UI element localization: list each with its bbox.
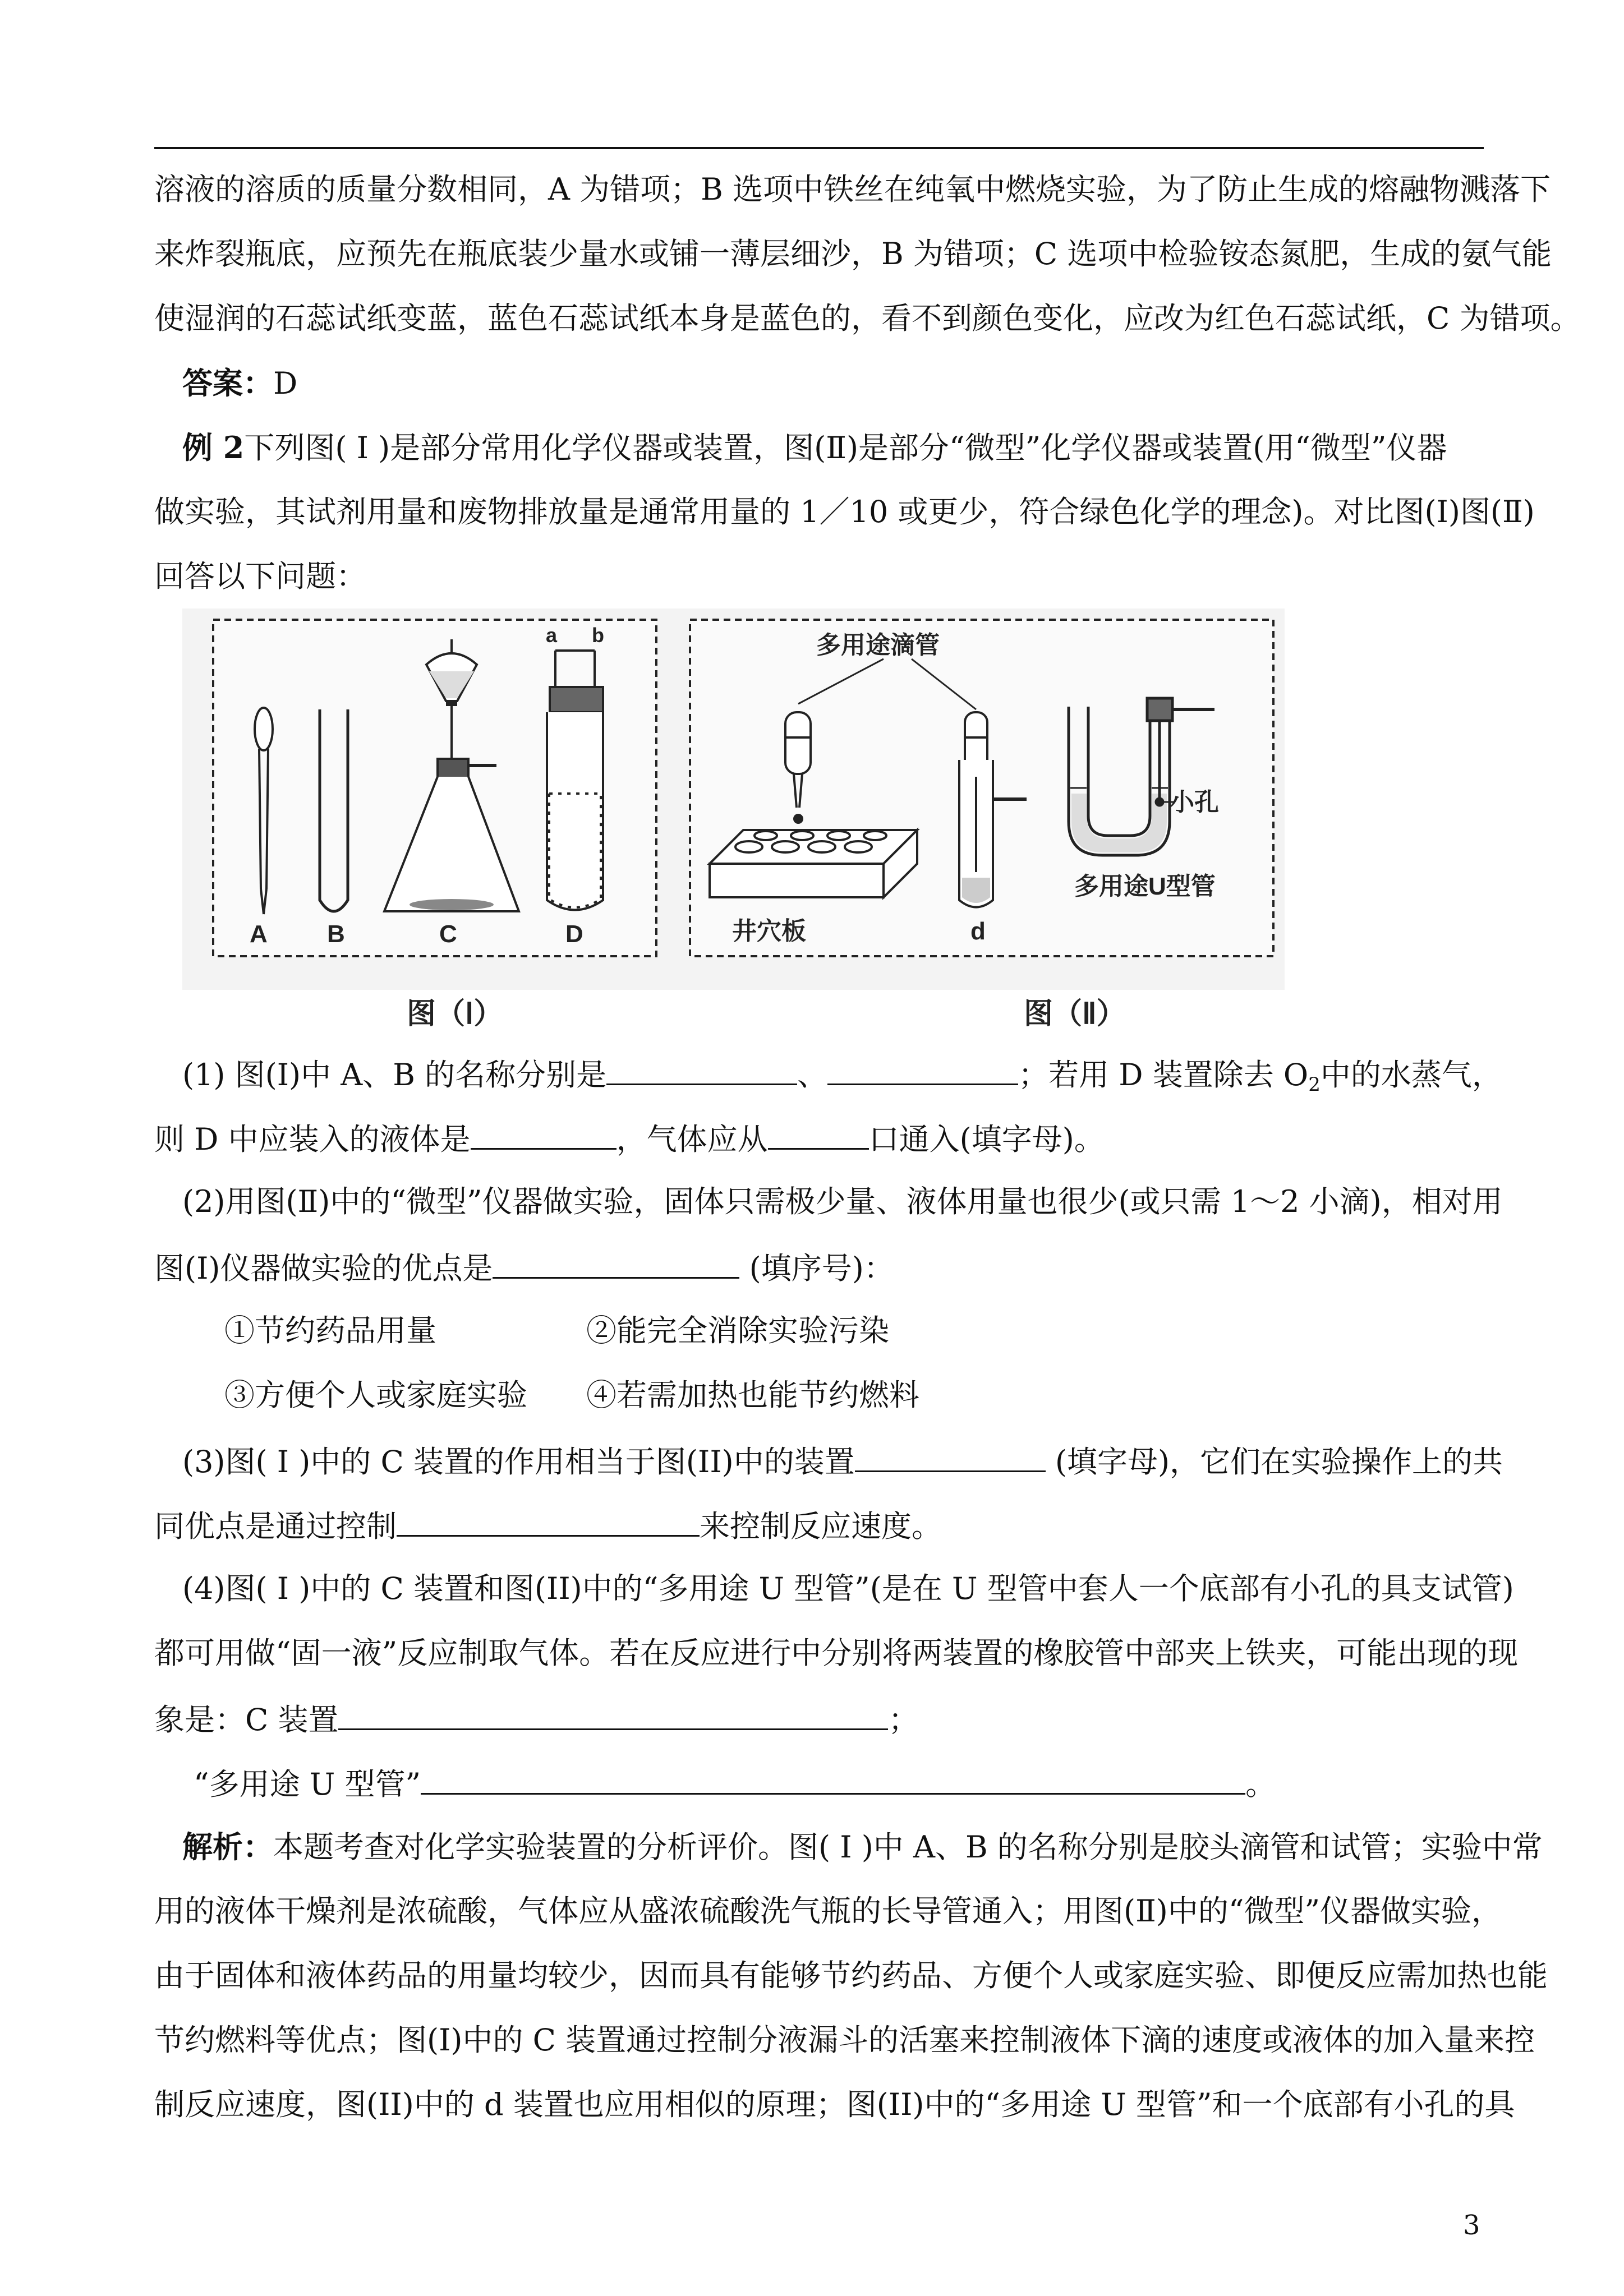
well-plate-icon — [710, 830, 917, 897]
q3-blank-a[interactable] — [855, 1441, 1046, 1472]
label-a: A — [250, 920, 268, 948]
q1-blank-a[interactable] — [606, 1054, 797, 1085]
q2-option-4: ④若需加热也能节约燃料 — [586, 1377, 919, 1413]
q2-option-3: ③方便个人或家庭实验 — [224, 1377, 527, 1413]
q3-line-1 — [182, 1441, 1503, 1481]
figure-1-caption: 图（Ⅰ） — [407, 998, 503, 1030]
answer-line — [182, 365, 297, 402]
q4-line-4 — [194, 1764, 1276, 1803]
q1-text-5: ，气体应从 — [616, 1122, 768, 1157]
example-line-3: 回答以下问题： — [154, 559, 366, 594]
q1-text-4: 则 D 中应装入的液体是 — [154, 1122, 471, 1157]
q4-line-1: (4)图( Ⅰ )中的 C 装置和图(II)中的“多用途 U 型管”(是在 U 型管中套人一个底部有小孔的具支试管) — [182, 1571, 1514, 1606]
q1-sep: 、 — [797, 1057, 828, 1092]
q4-blank-a[interactable] — [338, 1699, 888, 1730]
label-small-hole: 小孔 — [1170, 789, 1219, 816]
q1-text-2: ；若用 D 装置除去 O — [1018, 1057, 1309, 1092]
q4-text-3: “多用途 U 型管” — [194, 1767, 421, 1802]
intro-line-2: 来炸裂瓶底，应预先在瓶底装少量水或铺一薄层细沙，B 为错项；C 选项中检验铵态氮肥，生成的氨气能 — [154, 236, 1552, 271]
q4-line-3 — [154, 1699, 918, 1739]
apparatus-figure — [182, 608, 1285, 1035]
analysis-label: 解析： — [182, 1829, 273, 1865]
analysis-line-2: 用的液体干燥剂是浓硫酸，气体应从盛浓硫酸洗气瓶的长导管通入；用图(Ⅱ)中的“微型”仪器做实验， — [154, 1893, 1502, 1929]
analysis-line-1 — [182, 1828, 1543, 1866]
analysis-line-4: 节约燃料等优点；图(I)中的 C 装置通过控制分液漏斗的活塞来控制液体下滴的速度或液体的加入量来控 — [154, 2022, 1535, 2058]
intro-line-1: 溶液的溶质的质量分数相同，A 为错项；B 选项中铁丝在纯氧中燃烧实验，为了防止生成的熔融物溅落下 — [154, 172, 1551, 207]
q2-line-2 — [154, 1248, 894, 1287]
example-label: 例 2 — [182, 430, 245, 465]
q4-text-1: 象是：C 装置 — [154, 1702, 339, 1737]
q1-blank-b[interactable] — [827, 1054, 1018, 1085]
page-number: 3 — [1463, 2210, 1480, 2241]
q4-blank-b[interactable] — [421, 1764, 1245, 1795]
figure-2-caption: 图（Ⅱ） — [1024, 998, 1126, 1030]
q2-blank[interactable] — [493, 1248, 739, 1279]
example-text-1: 下列图( Ⅰ )是部分常用化学仪器或装置，图(Ⅱ)是部分“微型”化学仪器或装置(用“微型”仪器 — [244, 430, 1447, 465]
q4-text-4: 。 — [1245, 1767, 1276, 1802]
q1-subscript: 2 — [1308, 1073, 1321, 1096]
q3-text-3: 同优点是通过控制 — [154, 1509, 397, 1544]
q4-text-2: ； — [888, 1702, 919, 1737]
q1-blank-d[interactable] — [768, 1119, 869, 1150]
q3-line-2 — [154, 1506, 942, 1545]
answer-value: D — [273, 366, 298, 401]
label-well-plate: 井穴板 — [732, 918, 806, 945]
q1-text-3: 中的水蒸气， — [1320, 1057, 1502, 1092]
q2-text-2: (填序号)： — [739, 1251, 894, 1286]
analysis-line-5: 制反应速度，图(II)中的 d 装置也应用相似的原理；图(II)中的“多用途 U 型管”和一个底部有小孔的具 — [154, 2087, 1515, 2122]
header-rule — [154, 147, 1484, 149]
label-b: B — [327, 920, 345, 948]
label-u-tube: 多用途U型管 — [1074, 873, 1216, 900]
analysis-line-3: 由于固体和液体药品的用量均较少，因而具有能够节约药品、方便个人或家庭实验、即便反应需加热也能 — [154, 1958, 1548, 1993]
q1-text-1: (1) 图(Ⅰ)中 A、B 的名称分别是 — [182, 1057, 607, 1092]
q2-line-1: (2)用图(Ⅱ)中的“微型”仪器做实验，固体只需极少量、液体用量也很少(或只需 1～2 小滴)，相对用 — [182, 1184, 1503, 1219]
q4-line-2: 都可用做“固一液”反应制取气体。若在反应进行中分别将两装置的橡胶管中部夹上铁夹，可能出现的现 — [154, 1635, 1519, 1671]
label-tube-a: a — [546, 624, 558, 647]
example-line-2: 做实验，其试剂用量和废物排放量是通常用量的 1／10 或更少，符合绿色化学的理念)。对比图(I)图(Ⅱ) — [154, 494, 1535, 529]
q1-line-2 — [154, 1119, 1105, 1158]
q3-text-2: (填字母)，它们在实验操作上的共 — [1045, 1444, 1503, 1479]
answer-label: 答案： — [182, 365, 273, 401]
intro-line-3: 使湿润的石蕊试纸变蓝，蓝色石蕊试纸本身是蓝色的，看不到颜色变化，应改为红色石蕊试纸，C 为错项。 — [154, 301, 1581, 336]
washing-bottle-d-icon — [547, 651, 603, 910]
q3-text-1: (3)图( Ⅰ )中的 C 装置的作用相当于图(II)中的装置 — [182, 1444, 855, 1479]
q1-blank-c[interactable] — [471, 1119, 617, 1150]
q2-option-2: ②能完全消除实验污染 — [586, 1313, 889, 1348]
q1-line-1 — [182, 1054, 1502, 1103]
label-c: C — [439, 920, 457, 948]
q2-option-1: ①节约药品用量 — [224, 1313, 436, 1348]
q1-text-6: 口通入(填字母)。 — [868, 1122, 1105, 1157]
q3-blank-b[interactable] — [397, 1506, 700, 1537]
label-d: D — [565, 920, 583, 948]
q3-text-4: 来控制反应速度。 — [700, 1509, 942, 1544]
label-dropper-multi: 多用途滴管 — [816, 631, 940, 659]
analysis-text-1: 本题考查对化学实验装置的分析评价。图( Ⅰ )中 A、B 的名称分别是胶头滴管和试管；实验中常 — [273, 1829, 1543, 1865]
label-d-micro: d — [970, 918, 986, 945]
example-line-1 — [182, 429, 1447, 467]
q2-text-1: 图(I)仪器做实验的优点是 — [154, 1251, 493, 1286]
label-tube-b: b — [592, 624, 604, 647]
